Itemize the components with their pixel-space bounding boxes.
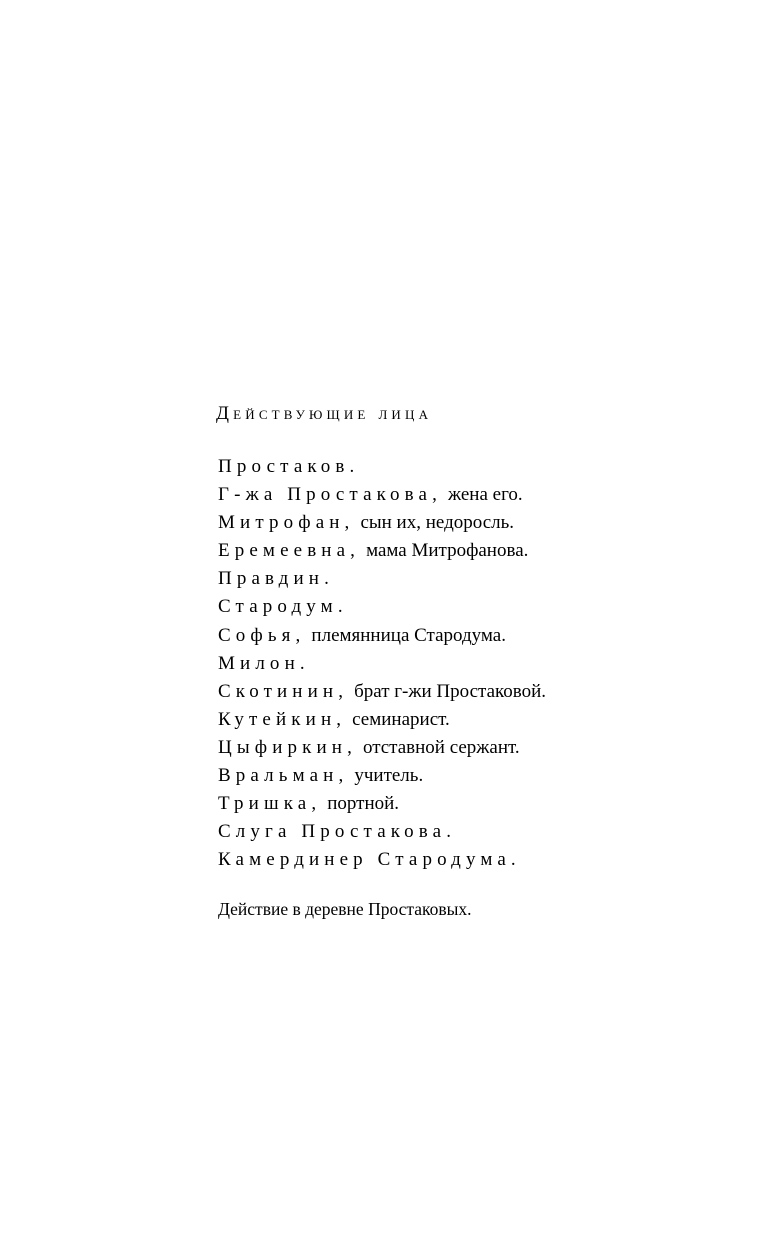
character-description: сын их, недоросль. [360,512,515,534]
cast-item [218,846,546,874]
character-description: отставной сержант. [362,736,520,758]
character-description: семинарист. [352,708,450,730]
character-name: Скотинин, [218,680,349,702]
character-name: Митрофан, [218,512,355,534]
character-description: учитель. [354,765,424,787]
character-description: брат г-жи Простаковой. [354,680,547,702]
cast-item [218,818,546,846]
character-name: Кутейкин, [218,708,347,730]
character-name: Правдин. [218,568,334,590]
character-name: Простаков. [218,456,360,477]
character-name: Тришка, [218,793,322,815]
cast-item [218,734,546,762]
character-name: Еремеевна, [218,540,361,562]
cast-item [218,537,546,565]
character-name: Слуга Простакова. [218,821,457,843]
cast-item [218,481,546,509]
character-description: портной. [327,793,400,815]
cast-item [218,622,546,650]
character-name: Вральман, [218,765,349,787]
character-name: Стародум. [218,596,348,618]
character-name: Софья, [218,624,306,646]
cast-item [218,650,546,678]
cast-item [218,790,546,818]
cast-item [218,509,546,537]
character-name: Цыфиркин, [218,736,357,758]
cast-item [218,678,546,706]
page-heading: Действующие лица [216,403,433,424]
character-description: племянница Стародума. [311,624,506,646]
cast-item [218,593,546,621]
character-description: мама Митрофанова. [366,540,529,562]
character-description: жена его. [447,484,523,506]
cast-item [218,762,546,790]
cast-item [218,565,546,593]
character-name: Г-жа Простакова, [218,484,442,506]
setting-note: Действие в деревне Простаковых. [218,899,472,919]
character-name: Камердинер Стародума. [218,849,521,871]
cast-list [218,453,546,874]
cast-item [218,453,546,481]
character-name: Милон. [218,652,310,674]
cast-item [218,706,546,734]
